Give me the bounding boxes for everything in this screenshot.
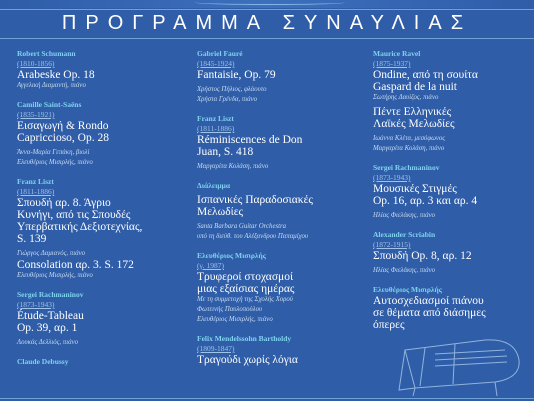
- performer: Φωτεινής Παυλοπούλου: [197, 306, 263, 313]
- performer: Ηλίας Φιελάκης, πιάνο: [373, 267, 436, 274]
- composer-years: (1873-1943): [17, 300, 55, 309]
- work-title: Μελωδίες: [197, 206, 244, 218]
- composer-years: (1875-1937): [373, 59, 411, 68]
- work-title: σε θέματα από διάσημες: [373, 307, 486, 319]
- program-entry: [17, 356, 182, 367]
- program-entry: [197, 180, 362, 242]
- composer-years: (1873-1943): [373, 173, 411, 182]
- performer: Σωτήρης Δαυίζος, πιάνο: [373, 94, 439, 101]
- work-title: Arabeske Op. 18: [17, 69, 95, 81]
- work-title: Op. 16, αρ. 3 και αρ. 4: [373, 195, 478, 207]
- performer: Χρήστος Πήλιος, φλάουτο: [197, 86, 267, 93]
- title-rule-top: [0, 9, 534, 10]
- composer-years: (1811-1886): [197, 124, 235, 133]
- performer: Μαργαρίτα Κολάση, πιάνο: [197, 163, 269, 170]
- composer-name: Maurice Ravel: [373, 49, 421, 58]
- work-title: Op. 39, αρ. 1: [17, 322, 78, 334]
- program-entry: [373, 162, 534, 221]
- program-entry: [17, 176, 182, 281]
- work-title: S. 139: [17, 233, 47, 245]
- composer-years: (1811-1886): [17, 187, 55, 196]
- program-entry: [197, 113, 362, 172]
- work-title: Gaspard de la nuit: [373, 81, 457, 93]
- performer: Μαργαρίτα Κολάση, πιάνο: [373, 145, 445, 152]
- performer: Χρήστα Γρένδα, πιάνο: [197, 96, 258, 103]
- composer-name: Franz Liszt: [17, 177, 54, 186]
- grand-piano-icon: [395, 330, 525, 396]
- program-column-1: [17, 48, 182, 375]
- program-column-3: [373, 48, 534, 339]
- performer: Με τη συμμετοχή της Σχολής Χορού: [197, 296, 293, 303]
- performer: Ελευθέριος Μισιρλής, πιάνο: [17, 272, 93, 279]
- composer-years: (1845-1924): [197, 59, 235, 68]
- work-title: Ισπανικές Παραδοσιακές: [197, 194, 313, 206]
- work-title: Τρυφεροί στοχασμοί: [197, 271, 294, 283]
- work-title: Capriccioso, Op. 28: [17, 132, 109, 144]
- program-entry: [197, 333, 362, 366]
- work-title: Étude-Tableau: [17, 310, 84, 322]
- composer-years: (1810-1856): [17, 59, 55, 68]
- work-title: Εισαγωγή & Rondo: [17, 120, 109, 132]
- performer: Λουκάς Δελλιός, πιάνο: [17, 339, 79, 346]
- composer-name: Claude Debussy: [17, 357, 69, 366]
- work-title: μιας εξαίσιας ημέρας: [197, 283, 295, 295]
- composer-years: (γ. 1987): [197, 261, 225, 270]
- composer-years: (1809-1847): [197, 344, 235, 353]
- program-entry: [17, 289, 182, 348]
- work-title: Λαϊκές Μελωδίες: [373, 118, 455, 130]
- composer-name: Ελευθέριος Μισιρλής: [197, 251, 266, 260]
- composer-years: (1872-1915): [373, 240, 411, 249]
- work-title: Τραγούδι χωρίς λόγια: [197, 354, 298, 366]
- footer-rule: [0, 398, 534, 399]
- performer: Ελευθέριος Μισιρλής, πιάνο: [197, 316, 273, 323]
- work-title: Réminiscences de Don: [197, 134, 303, 146]
- top-decorative-strip: [0, 0, 534, 8]
- composer-name: Ελευθέριος Μισιρλής: [373, 285, 442, 294]
- performer: Ιωάννα Κλέτα, μεσόφωνος: [373, 135, 446, 142]
- work-title: Κυνήγι, από τις Σπουδές: [17, 209, 131, 221]
- composer-name: Felix Mendelssohn Bartholdy: [197, 334, 292, 343]
- program-entry: [373, 48, 534, 154]
- composer-name: Sergei Rachmaninov: [17, 290, 84, 299]
- composer-name: Franz Liszt: [197, 114, 234, 123]
- performer: Santa Barbara Guitar Orchestra: [197, 223, 287, 230]
- composer-name: Robert Schumann: [17, 49, 76, 58]
- work-title: Υπερβατικής Δεξιοτεχνίας,: [17, 221, 143, 233]
- work-title: Consolation αρ. 3. S. 172: [17, 259, 134, 271]
- composer-years: (1835-1921): [17, 110, 55, 119]
- composer-name: Alexander Scriabin: [373, 230, 436, 239]
- performer: υπό τη διεύθ. του Αλέξανδρου Παπαμίχου: [197, 233, 308, 240]
- work-title: Πέντε Ελληνικές: [373, 106, 452, 118]
- title-rule-bottom: [0, 38, 534, 39]
- intermission-label: Διάλειμμα: [197, 181, 231, 190]
- program-entry: [373, 229, 534, 276]
- program-entry: [373, 284, 534, 331]
- work-title: Juan, S. 418: [197, 146, 254, 158]
- page-title: ΠΡΟΓΡΑΜΜΑ ΣΥΝΑΥΛΙΑΣ: [61, 12, 473, 34]
- program-entry: [197, 250, 362, 325]
- program-entry: [17, 48, 182, 91]
- work-title: Σπουδή αρ. 8. Άγριο: [17, 197, 111, 209]
- work-title: Σπουδή Op. 8, αρ. 12: [373, 250, 472, 262]
- program-entry: [197, 48, 362, 105]
- work-title: Αυτοσχεδιασμοί πιάνου: [373, 295, 484, 307]
- composer-name: Gabriel Fauré: [197, 49, 243, 58]
- performer: Ελευθέριος Μισιρλής, πιάνο: [17, 159, 93, 166]
- work-title: όπερες: [373, 319, 405, 331]
- program-column-2: [197, 48, 362, 374]
- composer-name: Camille Saint-Saëns: [17, 100, 82, 109]
- performer: Γιώργος Δαμιανός, πιάνο: [17, 250, 86, 257]
- performer: Άννα-Μαρία Γεπάκη, βιολί: [17, 149, 90, 156]
- composer-name: Sergei Rachmaninov: [373, 163, 440, 172]
- performer: Ηλίας Φιελάκης, πιάνο: [373, 212, 436, 219]
- swoosh-ornament: [195, 0, 345, 5]
- work-title: Ondine, από τη σουίτα: [373, 69, 478, 81]
- work-title: Fantaisie, Op. 79: [197, 69, 276, 81]
- performer: Αγγελική Διαμαντή, πιάνο: [17, 82, 86, 89]
- work-title: Μουσικές Στιγμές: [373, 183, 457, 195]
- program-entry: [17, 99, 182, 168]
